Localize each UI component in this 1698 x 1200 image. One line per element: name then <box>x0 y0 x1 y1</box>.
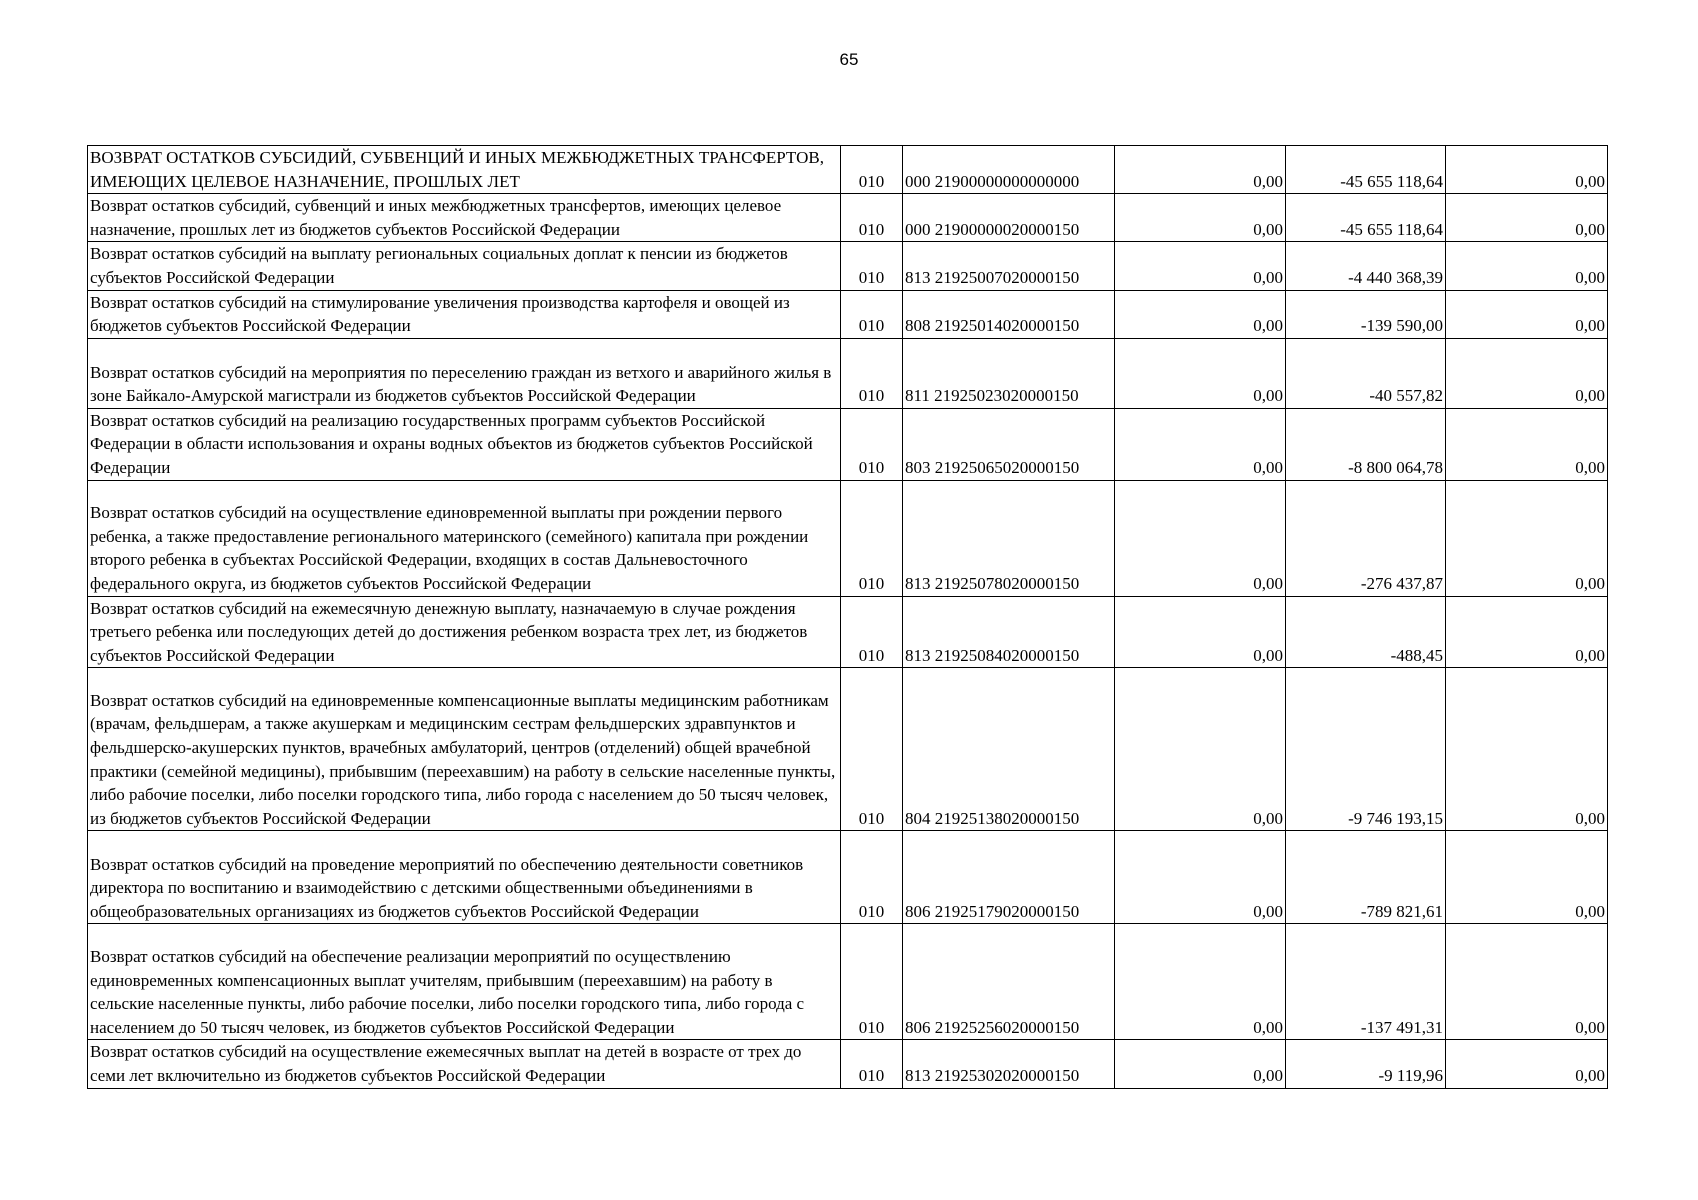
row-value-3: 0,00 <box>1446 480 1608 596</box>
row-value-1: 0,00 <box>1115 668 1286 831</box>
row-code: 010 <box>841 338 903 408</box>
row-code: 010 <box>841 831 903 924</box>
row-value-3: 0,00 <box>1446 408 1608 480</box>
table-row <box>88 596 1608 668</box>
row-code: 010 <box>841 668 903 831</box>
table-row <box>88 1040 1608 1088</box>
row-value-1: 0,00 <box>1115 242 1286 290</box>
row-description: Возврат остатков субсидий на мероприятия по переселению граждан из ветхого и аварийного жилья в зоне Байкало-Амурской магистрали из бюджетов субъектов Российской Федерации <box>88 338 841 408</box>
row-value-2: -137 491,31 <box>1286 924 1446 1040</box>
row-code: 010 <box>841 480 903 596</box>
row-value-2: -40 557,82 <box>1286 338 1446 408</box>
row-code: 010 <box>841 408 903 480</box>
row-value-3: 0,00 <box>1446 831 1608 924</box>
row-code: 010 <box>841 924 903 1040</box>
table-row <box>88 290 1608 338</box>
row-budget-classification-code: 000 21900000000000000 <box>903 146 1115 194</box>
row-code: 010 <box>841 242 903 290</box>
row-value-2: -9 746 193,15 <box>1286 668 1446 831</box>
row-value-3: 0,00 <box>1446 146 1608 194</box>
row-budget-classification-code: 803 21925065020000150 <box>903 408 1115 480</box>
row-description: Возврат остатков субсидий на обеспечение реализации мероприятий по осуществлению единовременных компенсационных выплат учителям, прибывшим (переехавшим) на работу в сельские населенные пункты, либо рабочие поселки, либо поселки городского типа, либо города с населением до 50 тысяч человек, из бюджетов субъектов Российской Федерации <box>88 924 841 1040</box>
budget-table <box>87 145 1608 1089</box>
row-budget-classification-code: 808 21925014020000150 <box>903 290 1115 338</box>
row-value-3: 0,00 <box>1446 596 1608 668</box>
row-description: Возврат остатков субсидий на ежемесячную денежную выплату, назначаемую в случае рождения третьего ребенка или последующих детей до достижения ребенком возраста трех лет, из бюджетов субъектов Российской Федерации <box>88 596 841 668</box>
row-description: Возврат остатков субсидий на реализацию государственных программ субъектов Российской Федерации в области использования и охраны водных объектов из бюджетов субъектов Российской Федерации <box>88 408 841 480</box>
table-row <box>88 924 1608 1040</box>
row-code: 010 <box>841 1040 903 1088</box>
row-value-1: 0,00 <box>1115 831 1286 924</box>
row-value-3: 0,00 <box>1446 194 1608 242</box>
row-value-1: 0,00 <box>1115 1040 1286 1088</box>
table-row <box>88 146 1608 194</box>
row-budget-classification-code: 813 21925302020000150 <box>903 1040 1115 1088</box>
row-description: Возврат остатков субсидий на единовременные компенсационные выплаты медицинским работникам (врачам, фельдшерам, а также акушеркам и медицинским сестрам фельдшерских здравпунктов и фельдшерско-акушерских пунктов, врачебных амбулаторий, центров (отделений) общей врачебной практики (семейной медицины), прибывшим (переехавшим) на работу в сельские населенные пункты, либо рабочие поселки, либо поселки городского типа, либо города с населением до 50 тысяч человек, из бюджетов субъектов Российской Федерации <box>88 668 841 831</box>
row-description: Возврат остатков субсидий на выплату региональных социальных доплат к пенсии из бюджетов субъектов Российской Федерации <box>88 242 841 290</box>
row-code: 010 <box>841 194 903 242</box>
table-row <box>88 831 1608 924</box>
row-code: 010 <box>841 290 903 338</box>
row-value-2: -45 655 118,64 <box>1286 146 1446 194</box>
row-value-2: -45 655 118,64 <box>1286 194 1446 242</box>
row-value-2: -139 590,00 <box>1286 290 1446 338</box>
row-value-3: 0,00 <box>1446 290 1608 338</box>
row-value-1: 0,00 <box>1115 194 1286 242</box>
row-value-3: 0,00 <box>1446 242 1608 290</box>
table-row <box>88 242 1608 290</box>
row-code: 010 <box>841 596 903 668</box>
row-value-1: 0,00 <box>1115 338 1286 408</box>
row-value-2: -4 440 368,39 <box>1286 242 1446 290</box>
row-description: Возврат остатков субсидий на осуществление ежемесячных выплат на детей в возрасте от трех до семи лет включительно из бюджетов субъектов Российской Федерации <box>88 1040 841 1088</box>
row-value-1: 0,00 <box>1115 290 1286 338</box>
row-budget-classification-code: 813 21925084020000150 <box>903 596 1115 668</box>
page-number: 65 <box>839 50 859 69</box>
row-description: Возврат остатков субсидий на осуществление единовременной выплаты при рождении первого ребенка, а также предоставление регионального материнского (семейного) капитала при рождении второго ребенка в субъектах Российской Федерации, входящих в состав Дальневосточного федерального округа, из бюджетов субъектов Российской Федерации <box>88 480 841 596</box>
table-body <box>88 146 1608 1089</box>
row-value-3: 0,00 <box>1446 668 1608 831</box>
table-row <box>88 480 1608 596</box>
row-description: Возврат остатков субсидий на проведение мероприятий по обеспечению деятельности советников директора по воспитанию и взаимодействию с детскими общественными объединениями в общеобразовательных организациях из бюджетов субъектов Российской Федерации <box>88 831 841 924</box>
row-description: ВОЗВРАТ ОСТАТКОВ СУБСИДИЙ, СУБВЕНЦИЙ И ИНЫХ МЕЖБЮДЖЕТНЫХ ТРАНСФЕРТОВ, ИМЕЮЩИХ ЦЕЛЕВОЕ НАЗНАЧЕНИЕ, ПРОШЛЫХ ЛЕТ <box>88 146 841 194</box>
row-code: 010 <box>841 146 903 194</box>
table-row <box>88 668 1608 831</box>
row-budget-classification-code: 813 21925007020000150 <box>903 242 1115 290</box>
row-budget-classification-code: 813 21925078020000150 <box>903 480 1115 596</box>
row-value-2: -488,45 <box>1286 596 1446 668</box>
row-value-3: 0,00 <box>1446 924 1608 1040</box>
row-value-3: 0,00 <box>1446 338 1608 408</box>
row-budget-classification-code: 806 21925179020000150 <box>903 831 1115 924</box>
row-budget-classification-code: 811 21925023020000150 <box>903 338 1115 408</box>
table-row <box>88 408 1608 480</box>
row-budget-classification-code: 806 21925256020000150 <box>903 924 1115 1040</box>
row-value-2: -8 800 064,78 <box>1286 408 1446 480</box>
row-value-1: 0,00 <box>1115 146 1286 194</box>
row-value-2: -789 821,61 <box>1286 831 1446 924</box>
row-description: Возврат остатков субсидий, субвенций и иных межбюджетных трансфертов, имеющих целевое назначение, прошлых лет из бюджетов субъектов Российской Федерации <box>88 194 841 242</box>
row-value-1: 0,00 <box>1115 596 1286 668</box>
table-row <box>88 194 1608 242</box>
row-value-3: 0,00 <box>1446 1040 1608 1088</box>
row-value-1: 0,00 <box>1115 480 1286 596</box>
row-value-2: -9 119,96 <box>1286 1040 1446 1088</box>
row-value-1: 0,00 <box>1115 924 1286 1040</box>
row-budget-classification-code: 000 21900000020000150 <box>903 194 1115 242</box>
table-row <box>88 338 1608 408</box>
row-budget-classification-code: 804 21925138020000150 <box>903 668 1115 831</box>
row-value-2: -276 437,87 <box>1286 480 1446 596</box>
row-value-1: 0,00 <box>1115 408 1286 480</box>
row-description: Возврат остатков субсидий на стимулирование увеличения производства картофеля и овощей из бюджетов субъектов Российской Федерации <box>88 290 841 338</box>
